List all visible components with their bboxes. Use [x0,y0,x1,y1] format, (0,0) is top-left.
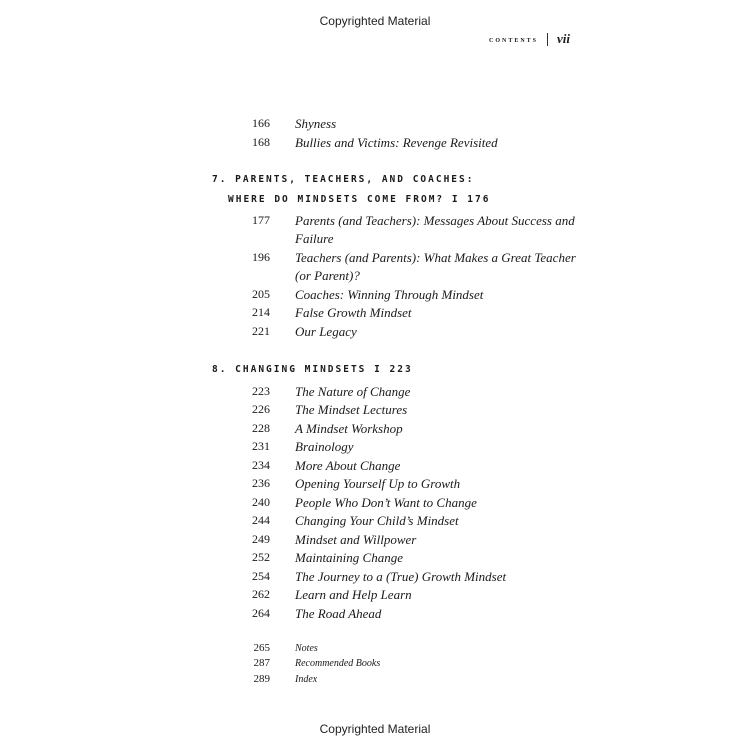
toc-title: Recommended Books [295,658,381,669]
toc-title: The Journey to a (True) Growth Mindset [295,569,507,584]
toc-page-number: 234 [252,458,270,472]
chapter-heading-8[interactable] [212,363,413,377]
toc-page-number: 264 [252,606,270,620]
toc-page-number: 289 [253,673,270,685]
toc-page-number: 244 [252,513,270,527]
toc-title: Mindset and Willpower [295,532,417,547]
toc-page-number: 228 [252,421,270,435]
chapter-heading-line: 7. PARENTS, TEACHERS, AND COACHES: [212,174,475,185]
toc-page-number: 166 [252,116,270,130]
chapter-heading-7[interactable] [212,173,490,207]
toc-page-number: 226 [252,402,270,416]
toc-title: Teachers (and Parents): What Makes a Great Teacher [295,250,576,265]
copyright-notice-top: Copyrighted Material [319,14,431,28]
toc-title: Notes [295,643,318,654]
copyright-notice-bottom: Copyrighted Material [319,722,431,736]
toc-title: A Mindset Workshop [295,421,403,436]
toc-title: The Mindset Lectures [295,402,408,417]
toc-title: Changing Your Child’s Mindset [295,513,459,528]
toc-title: Failure [295,231,334,246]
chapter-heading-line: WHERE DO MINDSETS COME FROM? I 176 [228,194,491,205]
running-head-divider [547,33,548,46]
toc-title: People Who Don’t Want to Change [295,495,477,510]
toc-title: Our Legacy [295,324,357,339]
toc-page-number: 265 [253,642,270,654]
running-head-label: contents [488,34,538,44]
toc-page-number: 168 [252,135,270,149]
toc-title: More About Change [295,458,401,473]
toc-title: (or Parent)? [295,268,360,283]
toc-title: False Growth Mindset [295,305,412,320]
toc-page-number: 236 [252,476,270,490]
running-head [489,31,570,47]
toc-page-number: 196 [252,250,270,264]
toc-title: Index [295,674,318,685]
toc-title: Shyness [295,116,337,131]
toc-page-number: 254 [252,569,270,583]
toc-title: Bullies and Victims: Revenge Revisited [295,135,498,150]
toc-page-number: 223 [252,384,270,398]
toc-page-number: 214 [252,305,270,319]
toc-page-number: 240 [252,495,270,509]
toc-page-number: 205 [252,287,270,301]
toc-title: Maintaining Change [295,550,403,565]
toc-title: Parents (and Teachers): Messages About Success and [295,213,575,228]
chapter-heading-line: 8. CHANGING MINDSETS I 223 [212,364,413,375]
toc-title: Learn and Help Learn [295,587,412,602]
toc-title: Brainology [295,439,354,454]
toc-title: The Road Ahead [295,606,382,621]
toc-page-number: 231 [252,439,270,453]
toc-page-number: 221 [252,324,270,338]
toc-page-number: 177 [252,213,270,227]
toc-title: The Nature of Change [295,384,411,399]
toc-page-number: 262 [252,587,270,601]
toc-page-number: 249 [252,532,270,546]
toc-title: Opening Yourself Up to Growth [295,476,461,491]
page-number: vii [557,31,570,46]
toc-title: Coaches: Winning Through Mindset [295,287,484,302]
toc-page-number: 252 [252,550,270,564]
toc-page-number: 287 [253,657,270,669]
